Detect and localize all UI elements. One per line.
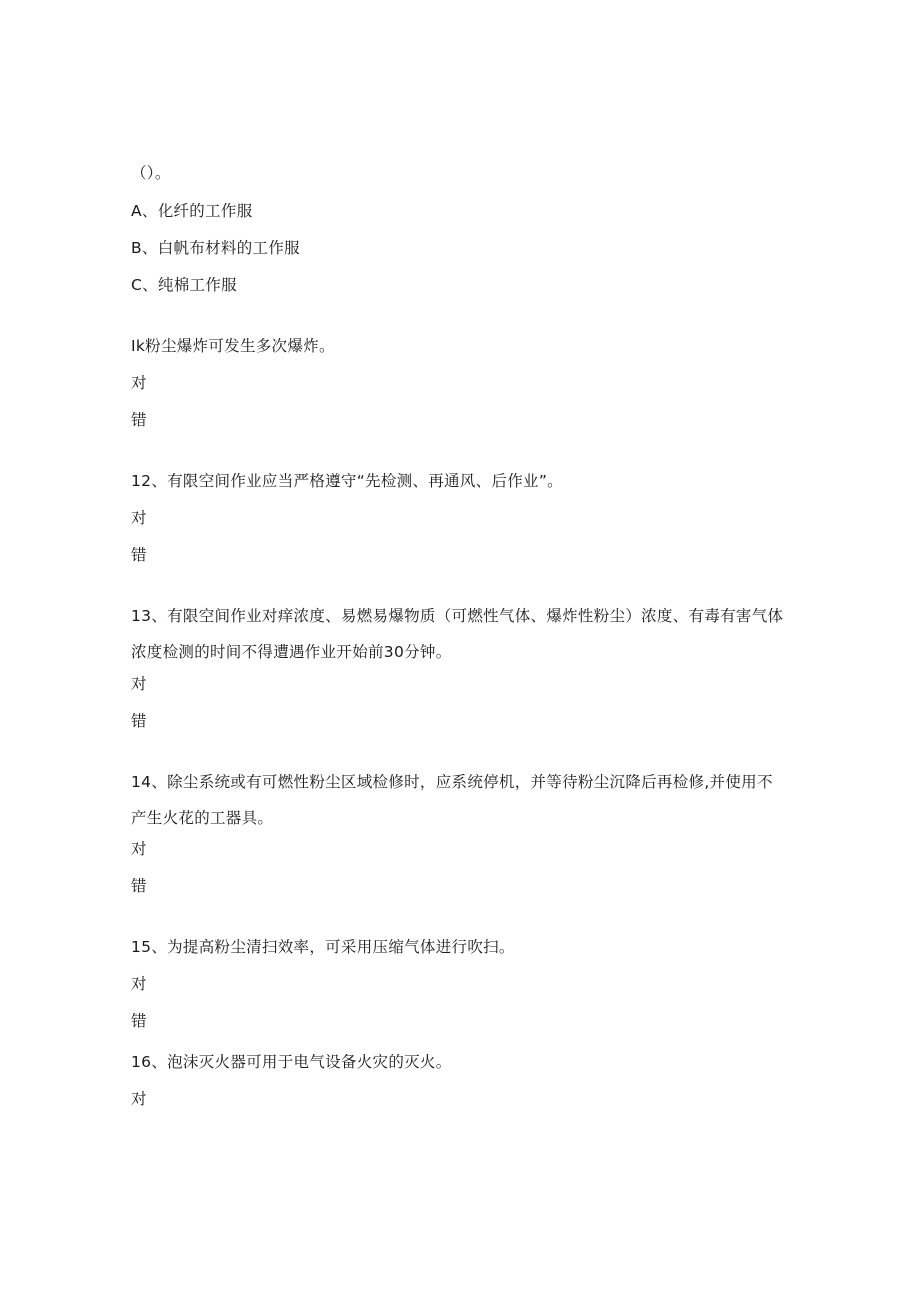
question-13-option-false: 错 <box>131 712 147 730</box>
question-15-option-true: 对 <box>131 975 147 993</box>
option-b: B、白帆布材料的工作服 <box>131 239 300 257</box>
question-13-stem: 13、有限空间作业对痒浓度、易燃易爆物质（可燃性气体、爆炸性粉尘）浓度、有毒有害气体浓度检测的时间不得遭遇作业开始前30分钟。 <box>131 607 784 661</box>
question-16-option-true: 对 <box>131 1090 147 1108</box>
question-11-option-false: 错 <box>131 411 147 429</box>
question-14-option-true: 对 <box>131 840 147 858</box>
option-a: A、化纤的工作服 <box>131 202 253 220</box>
question-15-stem: 15、为提高粉尘清扫效率，可采用压缩气体进行吹扫。 <box>131 938 515 956</box>
question-16-stem: 16、泡沫灭火器可用于电气设备火灾的灭火。 <box>131 1053 452 1071</box>
question-15-option-false: 错 <box>131 1012 147 1030</box>
question-11-option-true: 对 <box>131 374 147 392</box>
question-12-option-false: 错 <box>131 546 147 564</box>
question-14-option-false: 错 <box>131 877 147 895</box>
question-14-stem: 14、除尘系统或有可燃性粉尘区域检修时，应系统停机，并等待粉尘沉降后再检修,并使用不产生火花的工器具。 <box>131 773 773 827</box>
question-11-stem: Ik粉尘爆炸可发生多次爆炸。 <box>131 337 335 355</box>
question-stem-end: （）。 <box>131 164 171 182</box>
option-c: C、纯棉工作服 <box>131 276 237 294</box>
question-12-option-true: 对 <box>131 509 147 527</box>
question-12-stem: 12、有限空间作业应当严格遵守“先检测、再通风、后作业”。 <box>131 472 563 490</box>
question-13-option-true: 对 <box>131 675 147 693</box>
